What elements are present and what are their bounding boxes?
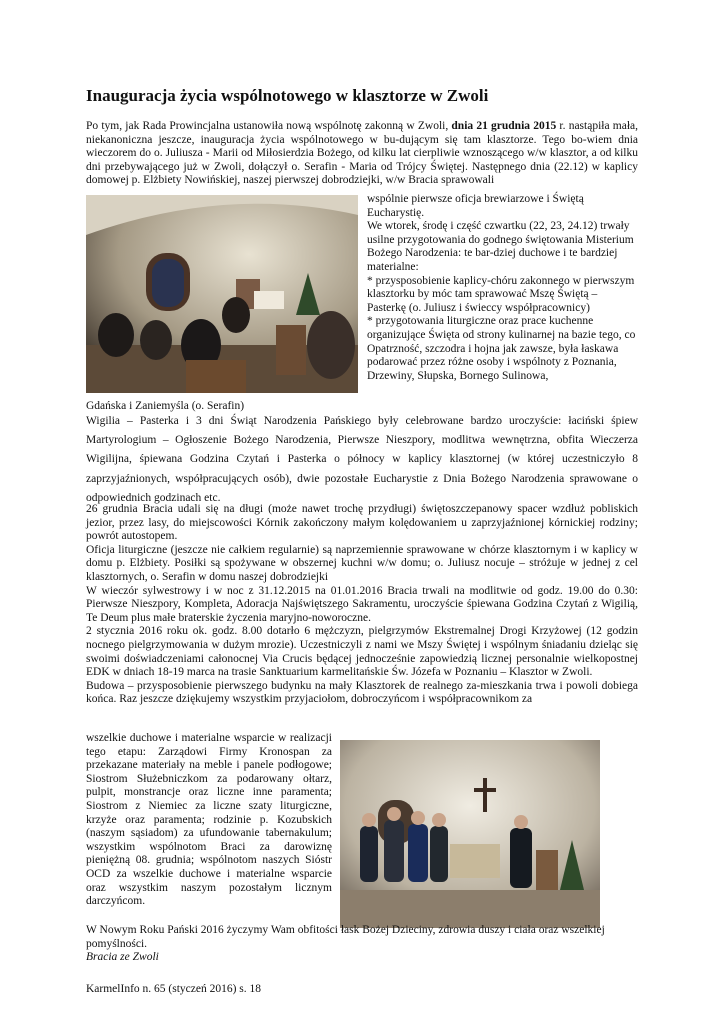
intro-text-a: Po tym, jak Rada Prowincjalna ustanowiła nową wspólnotę zakonną w Zwoli, — [86, 120, 452, 132]
pilgrims-photo-drawing — [340, 740, 600, 928]
right-paragraph-4: * przygotowania liturgiczne oraz prace kuchenne organizujące Święta od strony kulinarnej na bazie tego, co Opatrzność, szczodra i hojna jak zawsze, była łaskawa podarować przez różne osoby i wspólnoty z Poznania, Drzewiny, Słupska, Bornego Sulinowa, — [367, 315, 636, 382]
intro-paragraph — [86, 120, 638, 188]
wigilia-paragraph: Wigilia – Pasterka i 3 dni Świąt Narodzenia Pańskiego były celebrowane bardzo uroczyście: łaciński śpiew Martyrologium – Ogłoszenie Bożego Narodzenia, Pierwsze Nieszpory, modlitwa wewnętrzna, obfita Wieczerza Wigilijna, śpiewana Godzina Czytań i Pasterka o północy w kaplicy klasztornej (w której uczestniczyło 8 zaprzyjaźnionych, współpracujących osób), dwie pozostałe Eucharystie z Dnia Bożego Narodzenia sprawowane o odpowiednich godzinach etc. — [86, 415, 638, 504]
thanks-paragraph: wszelkie duchowe i materialne wsparcie w realizacji tego etapu: Zarządowi Firmy Kronospan za przekazane materiały na meble i panele podłogowe; Siostrom Służebniczkom za podarowany ołtarz, pulpit, monstrancje oraz liczne inne paramenta; Siostrom z Niemiec za liczne szaty liturgiczne, krzyże oraz paramenta; rodzinie p. Kozubskich (naszym sąsiadom) za ufundowanie tabernakulum; wszystkim wspólnotom Braci za darowiznę pieniężną 08. grudnia; wspólnotom naszych Sióstr OCD za wszelkie duchowe i materialne wsparcie oraz wszystkim naszym pozostałym licznym darczyńcom. — [86, 732, 332, 908]
paragraph-budowa: Budowa – przysposobienie pierwszego budynku na mały Klasztorek de realnego za-mieszkania trwa i powoli dobiega końca. Raz jeszcze dziękujemy wszystkim przyjaciołom, dobroczyńcom i współpracownikom za — [86, 679, 638, 706]
paragraph-sylwester: W wieczór sylwestrowy i w noc z 31.12.2015 na 01.01.2016 Bracia trwali na modlitwie od godz. 19.00 do 0.30: Pierwsze Nieszpory, Kompleta, Adoracja Najświętszego Sakramentu, uroczyście śpiewana Godzina Czytań z Wigilią, Te Deum plus małe braterskie życzenia maryjno-noworoczne. — [86, 584, 638, 624]
right-paragraph-1: wspólnie pierwsze oficja brewiarzowe i Świętą Eucharystię. — [367, 193, 584, 219]
paragraph-oficja: Oficja liturgiczne (jeszcze nie całkiem regularnie) są naprzemiennie sprawowane w chórze klasztornym i w kaplicy w domu p. Elżbiety. Posiłki są spożywane w obszernej kuchni w/w domu; o. Juliusz nocuje – stróżuje w jednej z cel klasztornych, o. Serafin w domu naszej dobrodziejki — [86, 543, 638, 583]
article-title: Inauguracja życia wspólnotowego w klasztorze w Zwoli — [86, 86, 489, 105]
continuation-text: Gdańska i Zaniemyśla (o. Serafin) — [86, 400, 245, 412]
right-paragraph-3: * przysposobienie kaplicy-chóru zakonnego w pierwszym klasztorku by móc tam sprawować Mszę Świętą – Pasterkę (o. Juliusz i świeccy współpracownicy) — [367, 274, 635, 314]
new-year-wishes: W Nowym Roku Pański 2016 życzymy Wam obfitości łask Bożej Dzieciny, zdrowia duszy i ciała oraz wszelkiej pomyślności. — [86, 924, 605, 950]
right-paragraph-2: We wtorek, środę i część czwartku (22, 23, 24.12) trwały usilne przygotowania do godnego świętowania Misterium Bożego Narodzenia: te bar-dziej duchowe i te bardziej materialne: — [367, 220, 634, 273]
intro-date: dnia 21 grudnia 2015 — [451, 120, 557, 132]
paragraph-26-december: 26 grudnia Bracia udali się na długi (może nawet trochę przydługi) świętoszczepanowy spacer wzdłuż pobliskich jezior, przez lasy, do miejscowości Kórnik zakończony małym kolędowaniem u zaprzyjaźnionej kórnickiej rodziny; powrót autostopem. — [86, 503, 638, 543]
page-footer: KarmelInfo n. 65 (styczeń 2016) s. 18 — [86, 983, 262, 995]
main-body — [86, 503, 638, 707]
paragraph-2-stycznia: 2 stycznia 2016 roku ok. godz. 8.00 dotarło 6 mężczyzn, pielgrzymów Ekstremalnej Drogi Krzyżowej (12 godzin nocnego pielgrzymowania w dużym mrozie). Uczestniczyli z nami we Mszy Świętej i wspólnym śniadaniu dzieląc się swoimi doświadczeniami całonocnej Via Crucis będącej jednocześnie zapowiedzią licznej personalnie wielkopostnej EDK w dniach 18-19 marca na trasie Sanktuarium karmelitańskie Św. Józefa w Poznaniu – Klasztor w Zwoli. — [86, 625, 638, 679]
closing-block — [86, 924, 638, 965]
right-column-text — [367, 193, 639, 383]
pilgrims-photo — [340, 740, 600, 928]
signature: Bracia ze Zwoli — [86, 951, 159, 964]
chapel-photo-drawing — [86, 195, 358, 393]
intro-text-b: r. nastąpiła mała, niekanoniczna jeszcze, inauguracja życia wspólnotowego w bu-dującym się tam klasztorze. Tego bo-wiem dnia wieczorem do o. Juliusza - Marii od Miłosierdzia Bożego, od kilku lat cierpliwie wznoszącego w/w klasztor, a od kilku dni przebywającego już w Zwoli, dołączył o. Serafin - Maria od Trójcy Świętej. Następnego dnia (22.12) w kaplicy domowej p. Elżbiety Nowińskiej, naszej pierwszej dobrodziejki, w/w Bracia sprawowali — [86, 120, 638, 187]
chapel-photo — [86, 195, 358, 393]
